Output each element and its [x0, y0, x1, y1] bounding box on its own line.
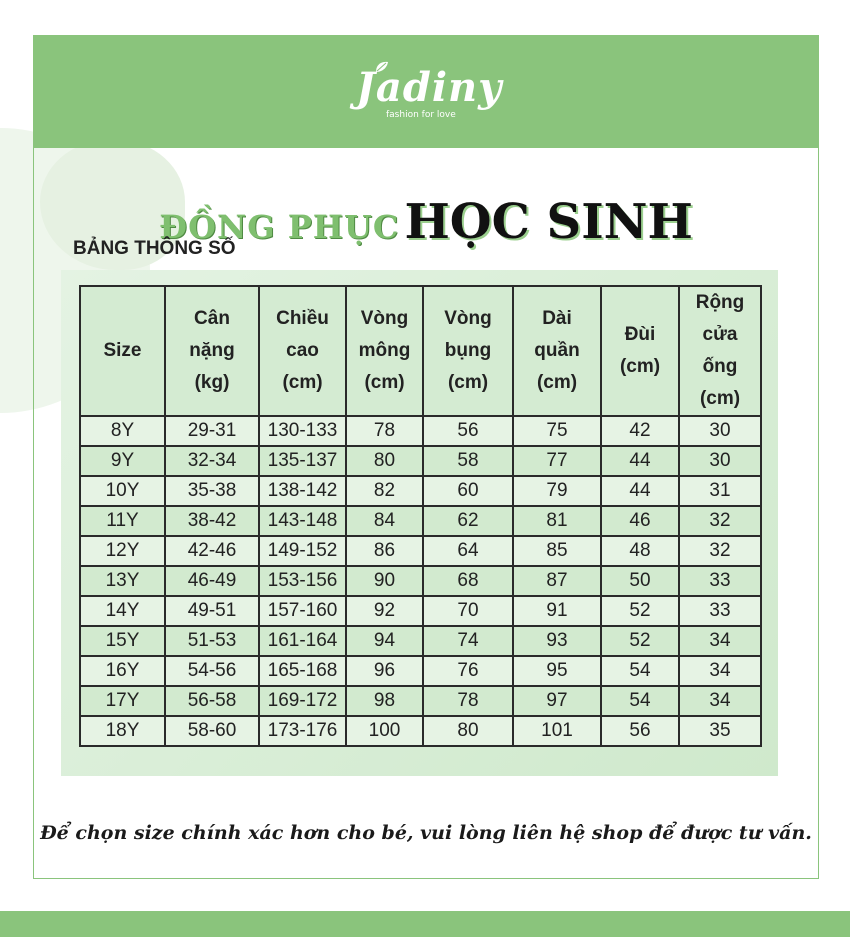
table-cell: 56 [601, 716, 679, 746]
bottom-band [0, 911, 850, 937]
table-cell: 32 [679, 506, 761, 536]
size-cell: 12Y [80, 536, 165, 566]
table-cell: 77 [513, 446, 601, 476]
table-cell: 46-49 [165, 566, 259, 596]
table-cell: 91 [513, 596, 601, 626]
table-cell: 135-137 [259, 446, 346, 476]
table-cell: 74 [423, 626, 513, 656]
table-cell: 76 [423, 656, 513, 686]
column-header-line: Đùi [624, 324, 656, 345]
table-cell: 173-176 [259, 716, 346, 746]
table-cell: 93 [513, 626, 601, 656]
table-cell: 78 [346, 416, 423, 446]
column-header-line: Vòng [444, 308, 492, 329]
column-header-line: ống [702, 356, 738, 377]
table-cell: 161-164 [259, 626, 346, 656]
table-cell: 44 [601, 446, 679, 476]
table-body [80, 416, 761, 746]
table-cell: 52 [601, 626, 679, 656]
size-cell: 13Y [80, 566, 165, 596]
table-cell: 68 [423, 566, 513, 596]
title-part-1: ĐỒNG PHỤC [159, 208, 400, 246]
table-cell: 56 [423, 416, 513, 446]
table-cell: 31 [679, 476, 761, 506]
table-cell: 95 [513, 656, 601, 686]
brand-tagline: fashion for love [386, 110, 456, 120]
table-row [80, 656, 761, 686]
table-cell: 153-156 [259, 566, 346, 596]
table-header-row [80, 286, 761, 416]
table-row [80, 716, 761, 746]
footnote: Để chọn size chính xác hơn cho bé, vui lòng liên hệ shop để được tư vấn. [40, 822, 812, 844]
column-header [423, 286, 513, 416]
size-table [79, 285, 762, 747]
table-cell: 54 [601, 656, 679, 686]
table-cell: 85 [513, 536, 601, 566]
table-cell: 82 [346, 476, 423, 506]
table-cell: 33 [679, 596, 761, 626]
table-cell: 90 [346, 566, 423, 596]
table-cell: 130-133 [259, 416, 346, 446]
table-cell: 48 [601, 536, 679, 566]
column-header-line: (cm) [447, 372, 489, 393]
table-row [80, 566, 761, 596]
size-cell: 15Y [80, 626, 165, 656]
table-cell: 42-46 [165, 536, 259, 566]
size-cell: 18Y [80, 716, 165, 746]
table-cell: 96 [346, 656, 423, 686]
table-cell: 165-168 [259, 656, 346, 686]
column-header [601, 286, 679, 416]
column-header-line: Cân [194, 308, 230, 329]
table-cell: 44 [601, 476, 679, 506]
column-header [165, 286, 259, 416]
table-cell: 157-160 [259, 596, 346, 626]
header-band [34, 36, 818, 148]
size-cell: 9Y [80, 446, 165, 476]
table-cell: 75 [513, 416, 601, 446]
column-header [80, 286, 165, 416]
column-header-line: (cm) [619, 356, 661, 377]
table-cell: 33 [679, 566, 761, 596]
table-cell: 138-142 [259, 476, 346, 506]
table-cell: 58-60 [165, 716, 259, 746]
table-cell: 149-152 [259, 536, 346, 566]
table-cell: 98 [346, 686, 423, 716]
table-cell: 42 [601, 416, 679, 446]
column-header-line: cửa [702, 324, 738, 345]
brand-name: Jadiny [356, 64, 503, 111]
table-cell: 70 [423, 596, 513, 626]
table-row [80, 596, 761, 626]
table-cell: 80 [346, 446, 423, 476]
column-header-line: (kg) [194, 372, 230, 393]
column-header-line: mông [358, 340, 411, 361]
column-header-line: bụng [444, 340, 492, 361]
table-cell: 49-51 [165, 596, 259, 626]
table-cell: 46 [601, 506, 679, 536]
table-cell: 30 [679, 446, 761, 476]
table-cell: 169-172 [259, 686, 346, 716]
table-cell: 94 [346, 626, 423, 656]
table-cell: 30 [679, 416, 761, 446]
table-cell: 84 [346, 506, 423, 536]
table-cell: 50 [601, 566, 679, 596]
table-cell: 86 [346, 536, 423, 566]
table-cell: 60 [423, 476, 513, 506]
column-header [679, 286, 761, 416]
table-cell: 100 [346, 716, 423, 746]
table-cell: 101 [513, 716, 601, 746]
table-row [80, 446, 761, 476]
size-chart-card [33, 35, 819, 879]
table-row [80, 536, 761, 566]
table-cell: 78 [423, 686, 513, 716]
column-header-line: Dài [542, 308, 572, 329]
table-row [80, 626, 761, 656]
table-cell: 81 [513, 506, 601, 536]
column-header [259, 286, 346, 416]
table-cell: 34 [679, 686, 761, 716]
table-cell: 54-56 [165, 656, 259, 686]
table-row [80, 416, 761, 446]
table-cell: 143-148 [259, 506, 346, 536]
size-cell: 10Y [80, 476, 165, 506]
column-header-line: (cm) [536, 372, 578, 393]
table-cell: 79 [513, 476, 601, 506]
table-cell: 51-53 [165, 626, 259, 656]
column-header-line: Rộng [695, 292, 745, 313]
table-cell: 58 [423, 446, 513, 476]
table-cell: 56-58 [165, 686, 259, 716]
column-header-line: (cm) [282, 372, 323, 393]
column-header-line: cao [286, 340, 319, 361]
table-cell: 29-31 [165, 416, 259, 446]
column-header-line: Chiều [276, 308, 329, 329]
size-cell: 17Y [80, 686, 165, 716]
column-header-line: (cm) [364, 372, 405, 393]
table-cell: 52 [601, 596, 679, 626]
table-cell: 34 [679, 626, 761, 656]
column-header-line: nặng [189, 340, 235, 361]
table-cell: 92 [346, 596, 423, 626]
table-row [80, 476, 761, 506]
table-cell: 62 [423, 506, 513, 536]
section-subtitle: BẢNG THÔNG SỐ [73, 238, 236, 259]
column-header [513, 286, 601, 416]
size-cell: 14Y [80, 596, 165, 626]
table-cell: 54 [601, 686, 679, 716]
table-cell: 32-34 [165, 446, 259, 476]
table-cell: 34 [679, 656, 761, 686]
table-cell: 64 [423, 536, 513, 566]
table-cell: 38-42 [165, 506, 259, 536]
table-row [80, 686, 761, 716]
table-cell: 32 [679, 536, 761, 566]
column-header-line: Size [103, 340, 142, 361]
size-cell: 16Y [80, 656, 165, 686]
table-cell: 80 [423, 716, 513, 746]
column-header-line: Vòng [360, 308, 409, 329]
table-row [80, 506, 761, 536]
table-cell: 35 [679, 716, 761, 746]
brand-logo [344, 58, 514, 128]
table-cell: 87 [513, 566, 601, 596]
column-header [346, 286, 423, 416]
title-part-2: HỌC SINH [404, 194, 693, 250]
column-header-line: quần [534, 340, 580, 361]
table-cell: 35-38 [165, 476, 259, 506]
table-cell: 97 [513, 686, 601, 716]
size-cell: 11Y [80, 506, 165, 536]
size-cell: 8Y [80, 416, 165, 446]
column-header-line: (cm) [699, 388, 741, 409]
